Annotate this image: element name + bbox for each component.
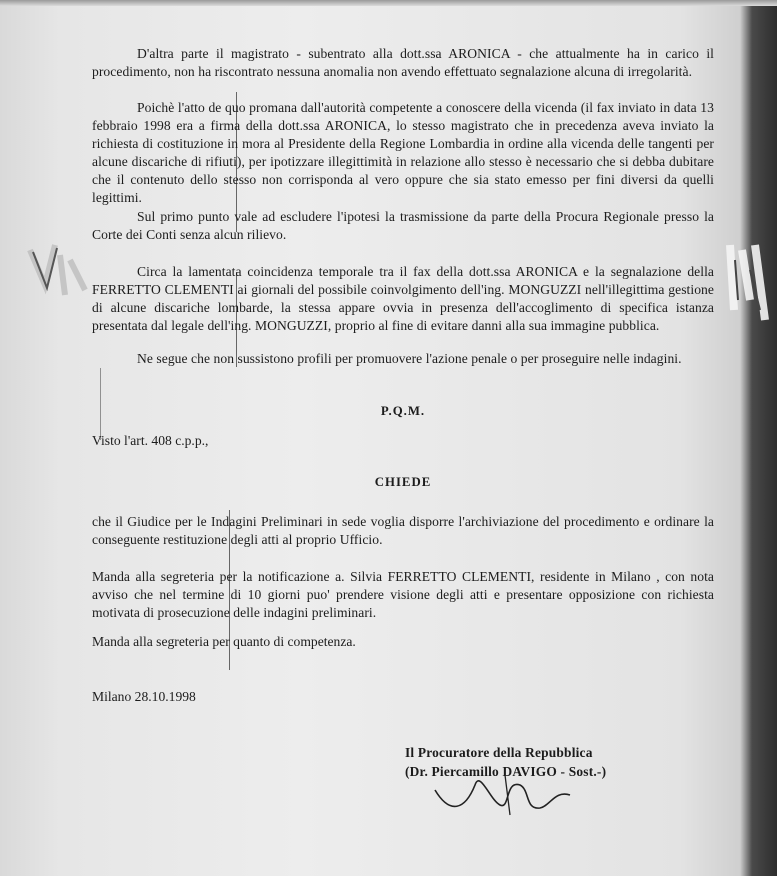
paragraph-manda-competenza: Manda alla segreteria per quanto di competenza.	[92, 634, 356, 649]
margin-smudge-right	[720, 240, 777, 330]
signature-title: Il Procuratore della Repubblica	[405, 745, 593, 760]
margin-smudge-left	[25, 240, 95, 310]
pqm-heading: P.Q.M.	[380, 404, 426, 418]
place-date: Milano 28.10.1998	[92, 689, 196, 704]
chiede-heading: CHIEDE	[374, 475, 432, 489]
paragraph-manda-notifica: Manda alla segreteria per la notificazione a. Silvia FERRETTO CLEMENTI, residente in Milano , con nota avviso che nel termine di 10 giorni puo' prendere visione degli atti e presentare opposizione con richiesta motivata di prosecuzione delle indagini preliminari.	[92, 569, 714, 621]
signature-name: (Dr. Piercamillo DAVIGO - Sost.-)	[405, 764, 607, 779]
visto-line: Visto l'art. 408 c.p.p.,	[92, 433, 209, 448]
paragraph-atto-de-quo: Poichè l'atto de quo promana dall'autorità competente a conoscere della vicenda (il fax inviato in data 13 febbraio 1998 era a firma della dott.ssa ARONICA, lo stesso magistrato che in precedenza aveva inviato la richiesta di costituzione in mora al Presidente della Regione Lombardia in ordine alla vicenda delle tangenti per alcune discariche di rifiuti), per ipotizzare illegittimità in relazione allo stesso è necessario che si debba dubitare che il contenuto dello stesso non corrisponda al vero oppure che sia stato emesso per fini diversi da quelli legittimi.	[92, 100, 714, 206]
paragraph-richiesta: che il Giudice per le Indagini Preliminari in sede voglia disporre l'archiviazione del procedimento e ordinare la conseguente restituzione degli atti al proprio Ufficio.	[92, 514, 714, 548]
page-top-edge	[0, 0, 777, 6]
paragraph-primo-punto: Sul primo punto vale ad escludere l'ipotesi la trasmissione da parte della Procura Regionale presso la Corte dei Conti senza alcun rilievo.	[92, 209, 714, 243]
handwritten-signature	[430, 760, 580, 820]
paragraph-conclusione: Ne segue che non sussistono profili per promuovere l'azione penale o per proseguire nelle indagini.	[137, 351, 682, 366]
paragraph-magistrate: D'altra parte il magistrato - subentrato alla dott.ssa ARONICA - che attualmente ha in carico il procedimento, non ha riscontrato nessuna anomalia non avendo effettuato segnalazione alcuna di irregolarità.	[92, 46, 714, 80]
paragraph-coincidenza: Circa la lamentata coincidenza temporale tra il fax della dott.ssa ARONICA e la segnalazione della FERRETTO CLEMENTI ai giornali del possibile coinvolgimento dell'ing. MONGUZZI nell'illegittima gestione di alcune discariche lombarde, la stessa appare ovvia in presenza dell'accoglimento di specifica istanza presentata dal legale dell'ing. MONGUZZI, proprio al fine di evitare danni alla sua immagine pubblica.	[92, 264, 714, 334]
